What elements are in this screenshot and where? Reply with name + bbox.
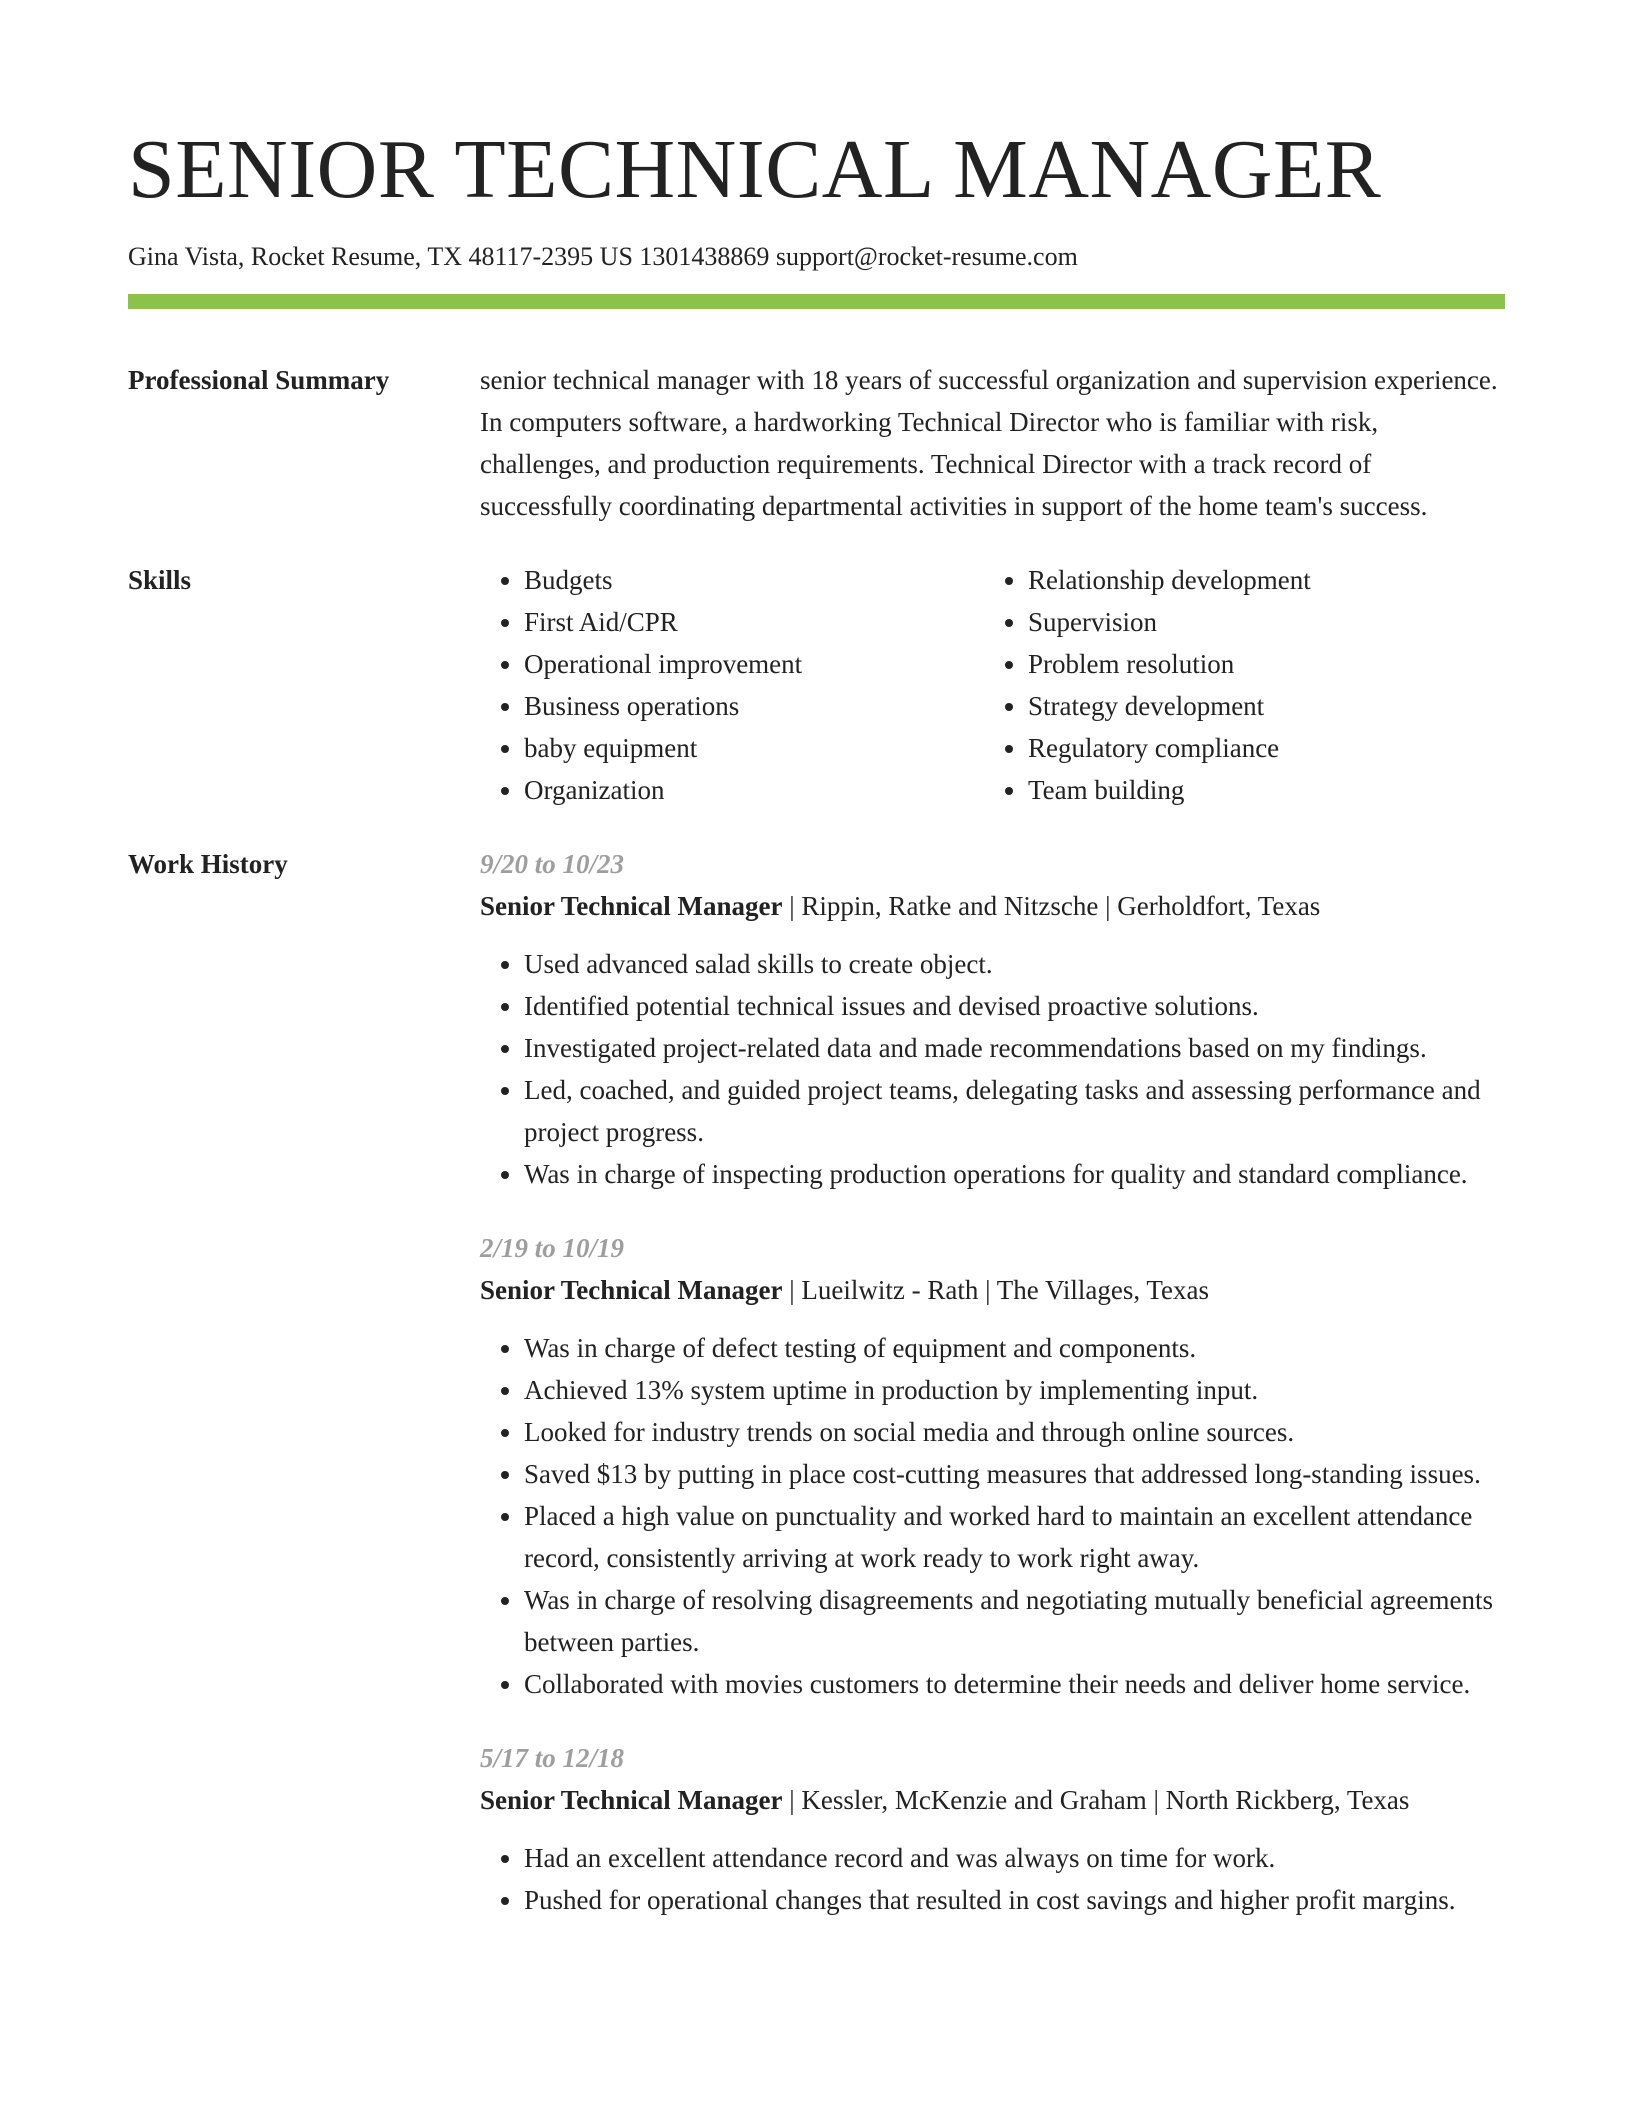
accent-divider <box>128 294 1505 309</box>
separator: | <box>782 1785 802 1815</box>
skill-item: • First Aid/CPR <box>524 601 984 643</box>
job-heading <box>480 1269 1505 1311</box>
contact-line: Gina Vista, Rocket Resume, TX 48117-2395 US 1301438869 support@rocket-resume.com <box>128 242 1078 271</box>
skill-item: • Organization <box>524 769 984 811</box>
job-bullets <box>480 1837 1505 1921</box>
resume-title: SENIOR TECHNICAL MANAGER <box>128 123 1382 216</box>
skills-column-left <box>480 559 984 811</box>
job-bullets <box>480 1327 1505 1705</box>
job-bullet: • Placed a high value on punctuality and worked hard to maintain an excellent attendance record, consistently arriving at work ready to work right away. <box>524 1495 1505 1579</box>
separator: | <box>1098 891 1118 921</box>
skill-item: • Relationship development <box>1028 559 1488 601</box>
skill-item: • Operational improvement <box>524 643 984 685</box>
job-title: Senior Technical Manager <box>480 1275 783 1305</box>
job-company: Rippin, Ratke and Nitzsche <box>801 891 1099 921</box>
skills-columns <box>480 559 1505 811</box>
resume-page <box>128 0 1505 1953</box>
job-bullets <box>480 943 1505 1195</box>
work-history-list <box>480 843 1505 1953</box>
job-bullet: • Looked for industry trends on social media and through online sources. <box>524 1411 1505 1453</box>
job-bullet: • Collaborated with movies customers to determine their needs and deliver home service. <box>524 1663 1505 1705</box>
skill-item: • Strategy development <box>1028 685 1488 727</box>
section-label-skills: Skills <box>128 565 192 595</box>
job-bullet: • Led, coached, and guided project teams, delegating tasks and assessing performance and project progress. <box>524 1069 1505 1153</box>
job-bullet: • Investigated project-related data and made recommendations based on my findings. <box>524 1027 1505 1069</box>
skills-column-right <box>984 559 1488 811</box>
job-entry <box>480 1737 1505 1921</box>
job-bullet: • Was in charge of defect testing of equipment and components. <box>524 1327 1505 1369</box>
work-history-section <box>128 843 1505 1953</box>
job-entry <box>480 843 1505 1195</box>
skill-item: • Regulatory compliance <box>1028 727 1488 769</box>
skill-item: • Supervision <box>1028 601 1488 643</box>
job-location: The Villages, Texas <box>996 1275 1209 1305</box>
job-company: Lueilwitz - Rath <box>801 1275 979 1305</box>
skill-item: • Business operations <box>524 685 984 727</box>
separator: | <box>782 1275 802 1305</box>
separator: | <box>978 1275 997 1305</box>
separator: | <box>1146 1785 1166 1815</box>
job-bullet: • Was in charge of inspecting production operations for quality and standard compliance. <box>524 1153 1505 1195</box>
job-heading <box>480 885 1505 927</box>
job-location: Gerholdfort, Texas <box>1117 891 1321 921</box>
job-entry <box>480 1227 1505 1705</box>
skill-item: • Problem resolution <box>1028 643 1488 685</box>
skill-item: • Team building <box>1028 769 1488 811</box>
skills-section <box>128 559 1505 811</box>
job-bullet: • Pushed for operational changes that resulted in cost savings and higher profit margins. <box>524 1879 1505 1921</box>
job-bullet: • Had an excellent attendance record and was always on time for work. <box>524 1837 1505 1879</box>
summary-text: senior technical manager with 18 years of successful organization and supervision experience. In computers software, a hardworking Technical Director who is familiar with risk, challenges, and production requirements. Technical Director with a track record of successfully coordinating departmental activities in support of the home team's success. <box>480 365 1498 521</box>
skill-item: • baby equipment <box>524 727 984 769</box>
job-title: Senior Technical Manager <box>480 891 783 921</box>
job-location: North Rickberg, Texas <box>1165 1785 1410 1815</box>
skill-item: • Budgets <box>524 559 984 601</box>
job-company: Kessler, McKenzie and Graham <box>801 1785 1147 1815</box>
job-bullet: • Achieved 13% system uptime in production by implementing input. <box>524 1369 1505 1411</box>
section-label-summary: Professional Summary <box>128 365 390 395</box>
separator: | <box>782 891 802 921</box>
job-dates: 2/19 to 10/19 <box>480 1233 625 1263</box>
section-label-work: Work History <box>128 849 288 879</box>
job-dates: 5/17 to 12/18 <box>480 1743 625 1773</box>
job-bullet: • Was in charge of resolving disagreements and negotiating mutually beneficial agreements between parties. <box>524 1579 1505 1663</box>
job-dates: 9/20 to 10/23 <box>480 849 625 879</box>
job-bullet: • Saved $13 by putting in place cost-cutting measures that addressed long-standing issues. <box>524 1453 1505 1495</box>
job-title: Senior Technical Manager <box>480 1785 783 1815</box>
job-bullet: • Used advanced salad skills to create object. <box>524 943 1505 985</box>
professional-summary-section <box>128 359 1505 527</box>
job-heading <box>480 1779 1505 1821</box>
job-bullet: • Identified potential technical issues and devised proactive solutions. <box>524 985 1505 1027</box>
